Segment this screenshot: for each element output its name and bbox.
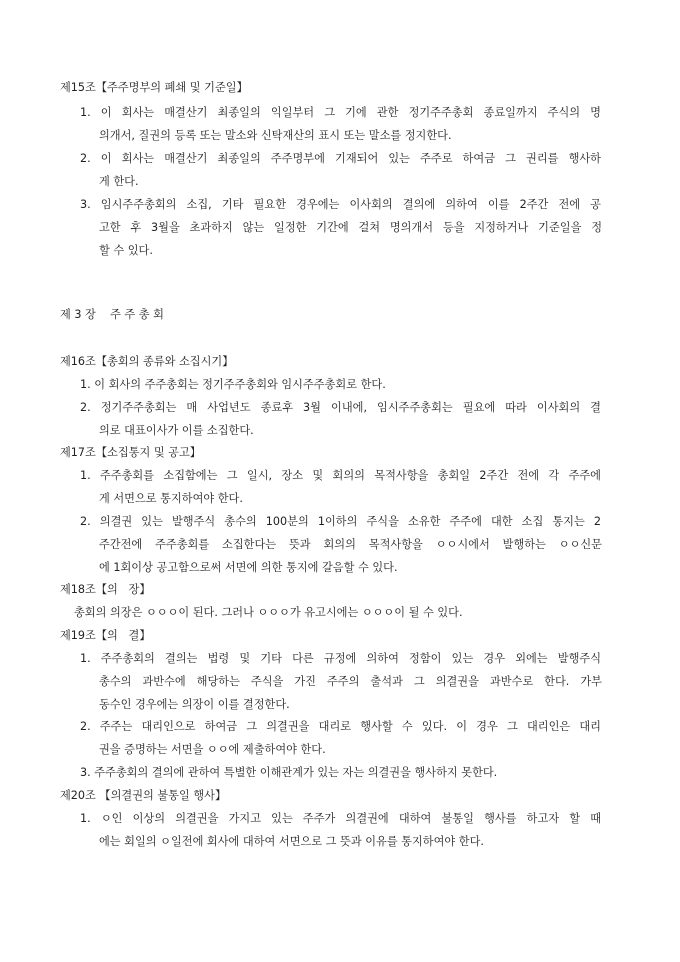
article-20-item-1-line-1: 1. ㅇ인 이상의 의결권을 가지고 있는 주주가 의결권에 대하여 불통일 행사를 하고자 할 때 — [80, 812, 601, 825]
article-16-item-2-line-2: 의로 대표이사가 이를 소집한다. — [99, 424, 254, 437]
article-16-item-1-line-1: 1. 이 회사의 주주총회는 정기주주총회와 임시주주총회로 한다. — [80, 378, 386, 391]
article-19-item-2-line-2: 권을 증명하는 서면을 ㅇㅇ에 제출하여야 한다. — [99, 743, 326, 756]
article-18-heading: 제18조【의 장】 — [60, 583, 151, 596]
article-17-item-1-line-2: 게 서면으로 통지하여야 한다. — [99, 492, 243, 505]
article-17-item-1-line-1: 1. 주주총회를 소집함에는 그 일시, 장소 및 회의의 목적사항을 총회일 2주간 전에 각 주주에 — [80, 469, 601, 482]
article-19-item-3-line-1: 3. 주주총회의 결의에 관하여 특별한 이해관계가 있는 자는 의결권을 행사하지 못한다. — [80, 766, 498, 779]
article-15-item-2-line-2: 게 한다. — [99, 175, 139, 188]
article-17-item-2-line-3: 에 1회이상 공고함으로써 서면에 의한 통지에 갈음할 수 있다. — [99, 561, 398, 574]
article-19-item-1-line-3: 동수인 경우에는 의장이 이를 결정한다. — [99, 698, 290, 711]
article-19-item-2-line-1: 2. 주주는 대리인으로 하여금 그 의결권을 대리로 행사할 수 있다. 이 경우 그 대리인은 대리 — [80, 720, 601, 733]
article-19-item-1-line-2: 총수의 과반수에 해당하는 주식을 가진 주주의 출석과 그 의결권을 과반수로 한다. 가부 — [99, 675, 602, 688]
article-15-item-1-line-2: 의개서, 질권의 등록 또는 말소와 신탁재산의 표시 또는 말소를 정지한다. — [99, 129, 452, 142]
article-16-heading: 제16조【총회의 종류와 소집시기】 — [60, 355, 234, 368]
article-15-item-2-line-1: 2. 이 회사는 매결산기 최종일의 주주명부에 기재되어 있는 주주로 하여금 그 권리를 행사하 — [80, 152, 601, 165]
article-15-item-3-line-2: 고한 후 3월을 초과하지 않는 일정한 기간에 걸쳐 명의개서 등을 지정하거나 기준일을 정 — [99, 221, 602, 234]
article-17-item-2-line-1: 2. 의결권 있는 발행주식 총수의 100분의 1이하의 주식을 소유한 주주에 대한 소집 통지는 2 — [80, 515, 601, 528]
article-18-body: 총회의 의장은 ㅇㅇㅇ이 된다. 그러나 ㅇㅇㅇ가 유고시에는 ㅇㅇㅇ이 될 수 있다. — [74, 606, 463, 619]
article-17-heading: 제17조【소집통지 및 공고】 — [60, 446, 201, 459]
article-17-item-2-line-2: 주간전에 주주총회를 소집한다는 뜻과 회의의 목적사항을 ㅇㅇ시에서 발행하는 ㅇㅇ신문 — [99, 538, 602, 551]
article-19-item-1-line-1: 1. 주주총회의 결의는 법령 및 기타 다른 규정에 의하여 정함이 있는 경우 외에는 발행주식 — [80, 652, 601, 665]
article-15-item-3-line-1: 3. 임시주주총회의 소집, 기타 필요한 경우에는 이사회의 결의에 의하여 이를 2주간 전에 공 — [80, 198, 601, 211]
article-20-heading: 제20조 【의결권의 불통일 행사】 — [60, 789, 227, 802]
article-16-item-2-line-1: 2. 정기주주총회는 매 사업년도 종료후 3월 이내에, 임시주주총회는 필요에 따라 이사회의 결 — [80, 401, 601, 414]
article-20-item-1-line-2: 에는 회일의 ㅇ일전에 회사에 대하여 서면으로 그 뜻과 이유를 통지하여야 한다. — [99, 835, 484, 848]
article-15-heading: 제15조【주주명부의 폐쇄 및 기준일】 — [60, 81, 248, 94]
chapter-3-title: 제 3 장 주 주 총 회 — [60, 308, 164, 321]
article-15-item-3-line-3: 할 수 있다. — [99, 244, 153, 257]
article-15-item-1-line-1: 1. 이 회사는 매결산기 최종일의 익일부터 그 기에 관한 정기주주총회 종료일까지 주식의 명 — [80, 106, 601, 119]
article-19-heading: 제19조【의 결】 — [60, 629, 151, 642]
